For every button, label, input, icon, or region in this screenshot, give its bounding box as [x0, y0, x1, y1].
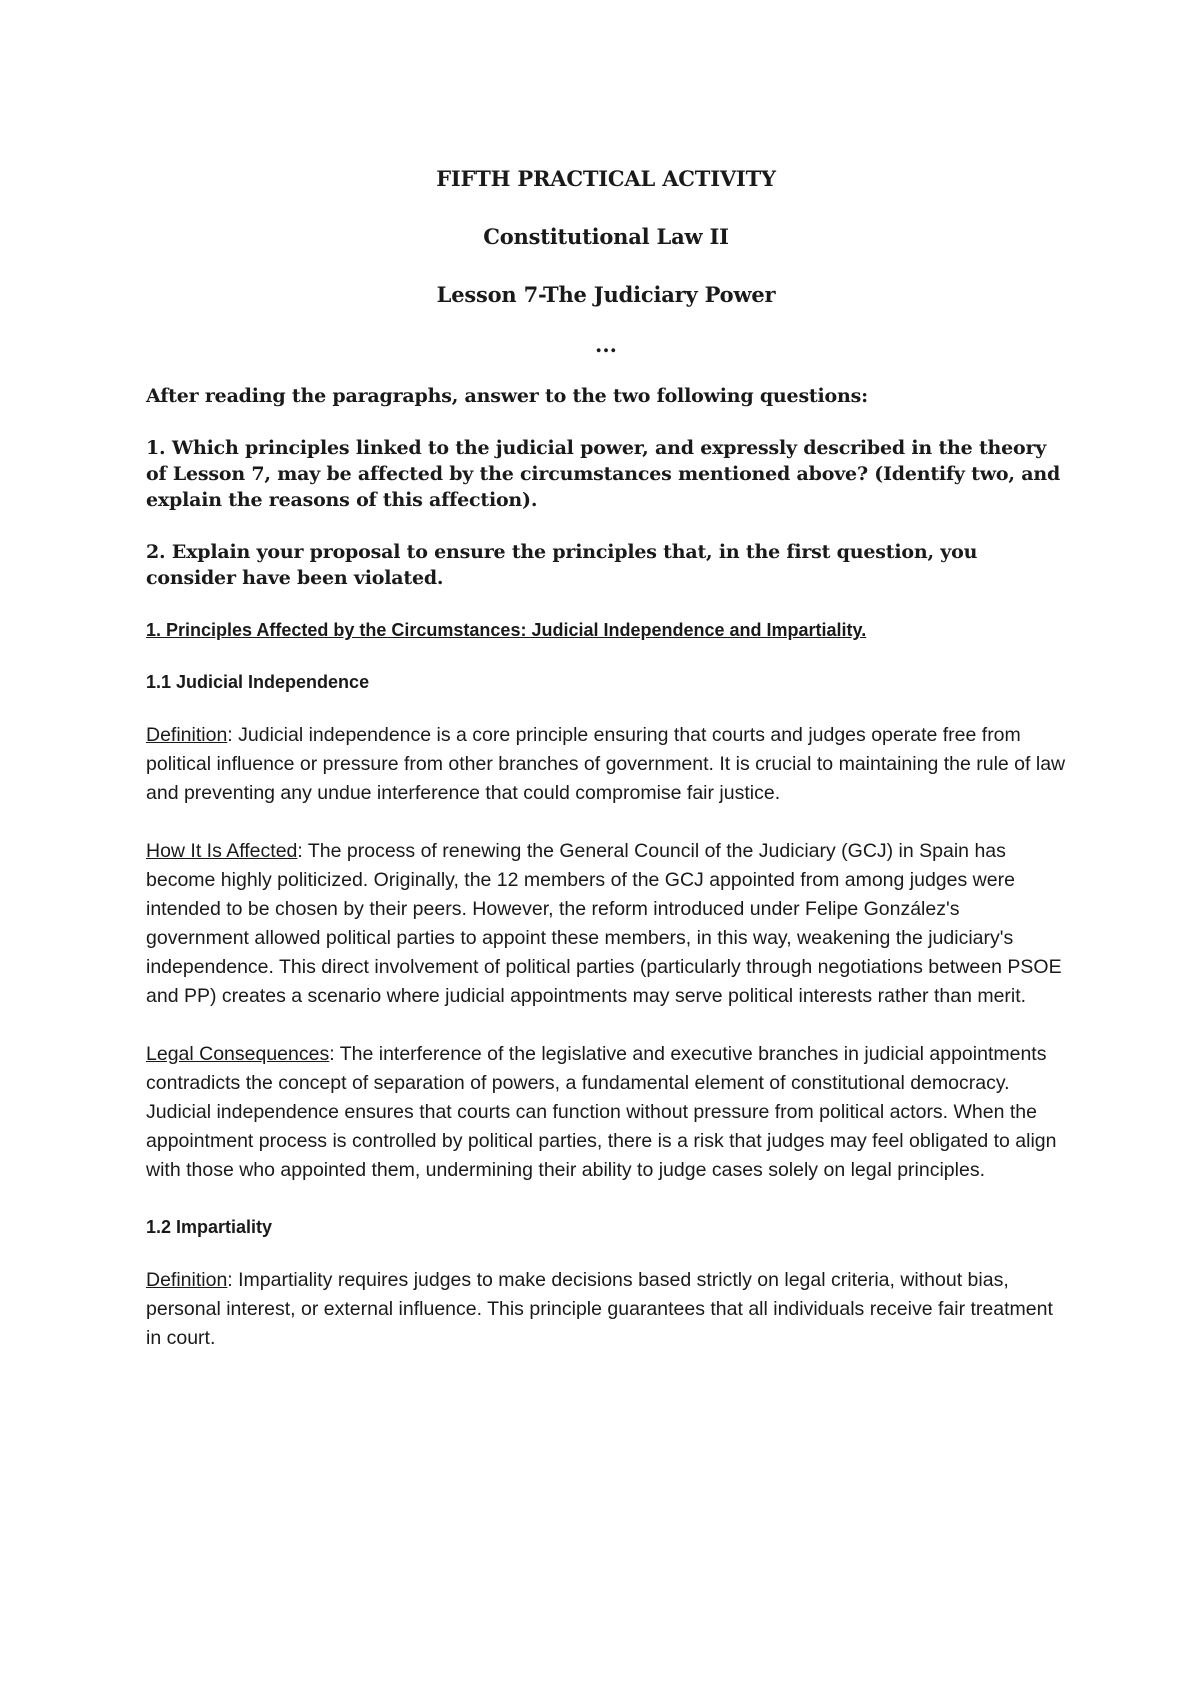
instructions-intro: After reading the paragraphs, answer to the two following questions:: [146, 385, 868, 407]
subsection-1-2-heading: 1.2 Impartiality: [146, 1217, 273, 1237]
impartiality-definition: [146, 1266, 1066, 1353]
course-title: Constitutional Law II: [483, 224, 729, 249]
definition-label: Definition: [146, 1269, 228, 1291]
affected-text: : The process of renewing the General Council of the Judiciary (GCJ) in Spain has become highly politicized. Originally, the 12 members of the GCJ appointed from among judges were intended to be chosen by their peers. However, the reform introduced under Felipe González's government allowed political parties to appoint these members, in this way, weakening the judiciary's independence. This direct involvement of political parties (particularly through negotiations between PSOE and PP) creates a scenario where judicial appointments may serve political interests rather than merit.: [146, 840, 1062, 1007]
independence-affected: [146, 837, 1066, 1011]
definition-text: : Judicial independence is a core principle ensuring that courts and judges operate free from political influence or pressure from other branches of government. It is crucial to maintaining the rule of law and preventing any undue interference that could compromise fair justice.: [146, 724, 1066, 804]
definition-text: : Impartiality requires judges to make decisions based strictly on legal criteria, without bias, personal interest, or external influence. This principle guarantees that all individuals receive fair treatment in court.: [146, 1269, 1053, 1349]
consequences-text: : The interference of the legislative and executive branches in judicial appointments contradicts the concept of separation of powers, a fundamental element of constitutional democracy. Judicial independence ensures that courts can function without pressure from political actors. When the appointment process is controlled by political parties, there is a risk that judges may feel obligated to align with those who appointed them, undermining their ability to judge cases solely on legal principles.: [146, 1043, 1057, 1181]
independence-consequences: [146, 1040, 1066, 1185]
affected-label: How It Is Affected: [146, 840, 298, 862]
consequences-label: Legal Consequences: [146, 1043, 330, 1065]
definition-label: Definition: [146, 724, 228, 746]
document-page: [146, 166, 1066, 1382]
section-1-heading: 1. Principles Affected by the Circumstances: Judicial Independence and Impartiality.: [146, 620, 867, 640]
separator: ...: [595, 332, 617, 357]
question-1: 1. Which principles linked to the judicial power, and expressly described in the theory of Lesson 7, may be affected by the circumstances mentioned above? (Identify two, and explain the reasons of this affection).: [146, 437, 1061, 511]
question-2: 2. Explain your proposal to ensure the principles that, in the first question, you consider have been violated.: [146, 541, 978, 589]
subsection-1-1-heading: 1.1 Judicial Independence: [146, 672, 370, 692]
lesson-title: Lesson 7-The Judiciary Power: [436, 282, 776, 307]
document-title: FIFTH PRACTICAL ACTIVITY: [436, 166, 776, 191]
independence-definition: [146, 721, 1066, 808]
